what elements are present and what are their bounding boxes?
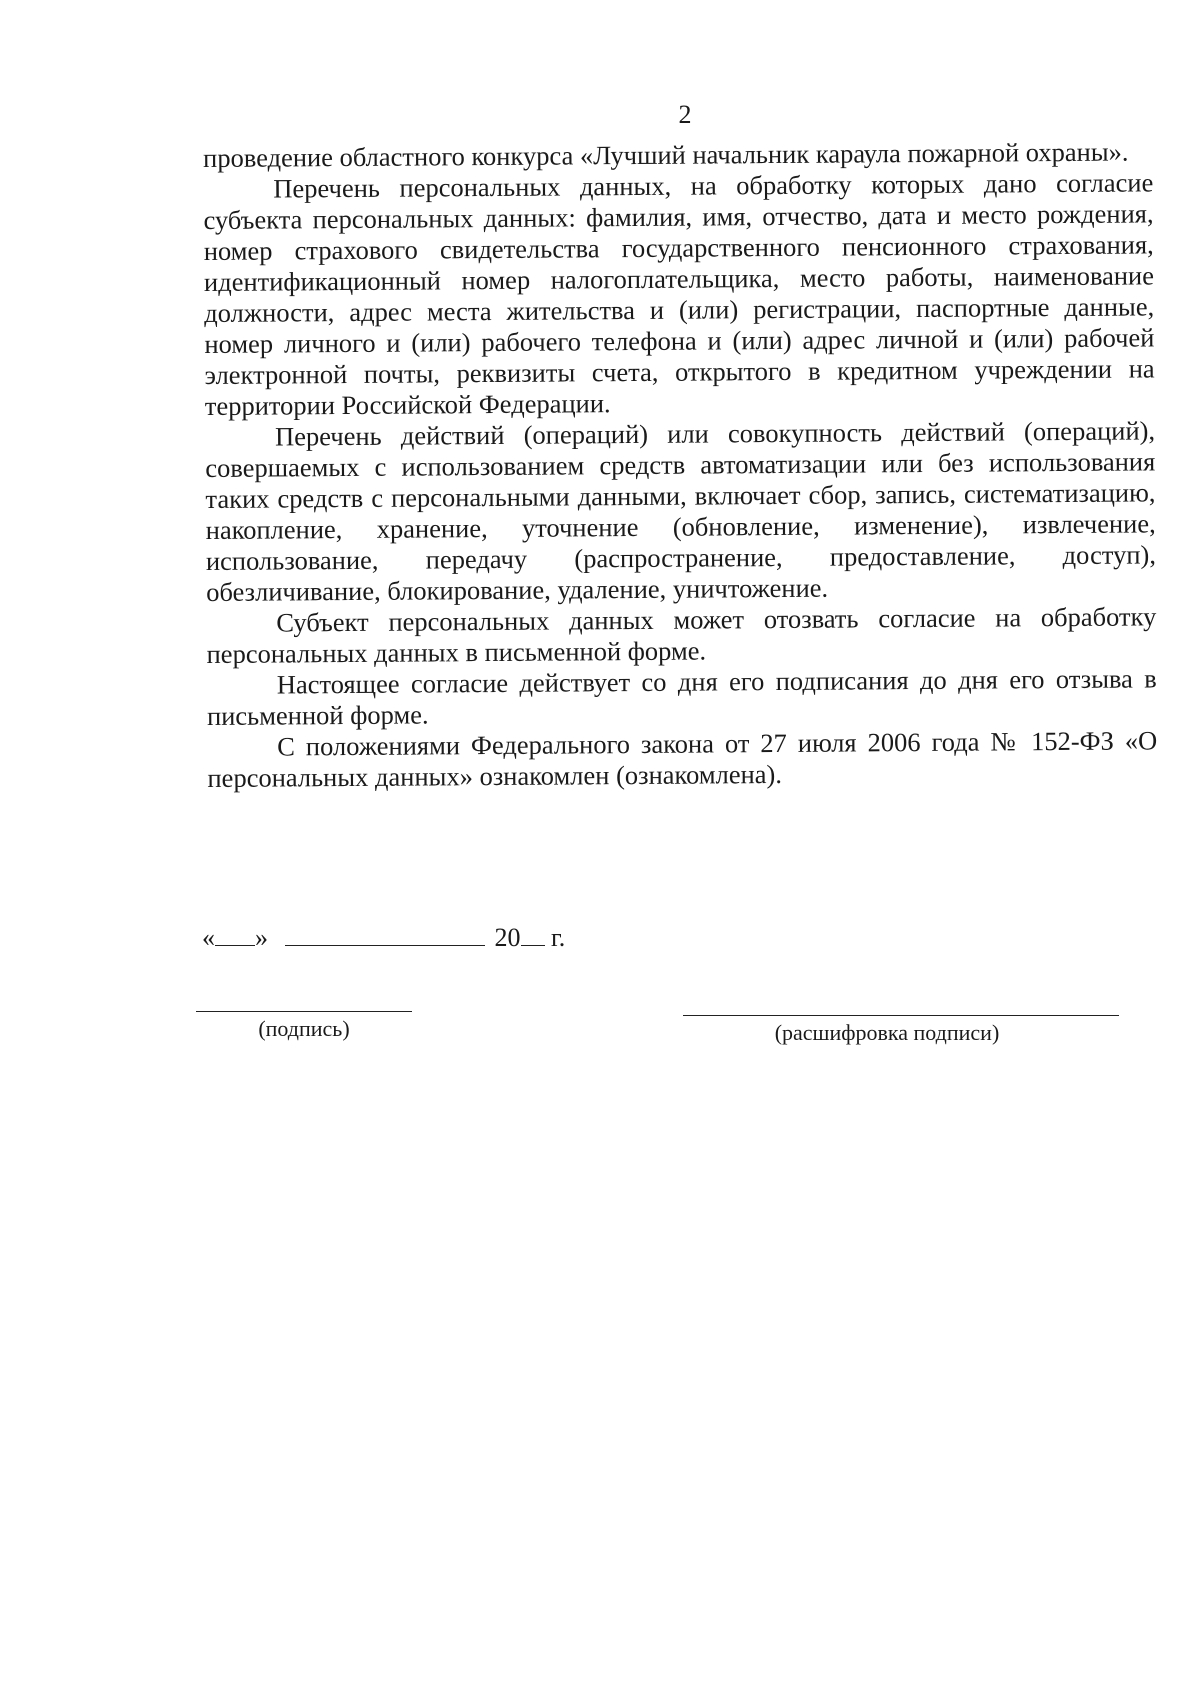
paragraph-operations-list: Перечень действий (операций) или совокупность действий (операций), совершаемых с использованием средств автоматизации или без использования таких средств с персональными данными, включает сбор, запись, систематизацию, накопление, хранение, уточнение (обновление, изменение), извлечение, использование, передачу (распространение, предоставление, доступ), обезличивание, блокирование, удаление, уничтожение. [205, 415, 1156, 607]
paragraph-contest: проведение областного конкурса «Лучший начальник караула пожарной охраны». [203, 136, 1129, 173]
date-close-quote: » [255, 923, 268, 952]
signature-block [196, 1011, 412, 1042]
signature-decoding-caption: (расшифровка подписи) [774, 1020, 1000, 1045]
signature-decoding-line[interactable] [683, 1015, 1119, 1016]
year-blank[interactable] [521, 921, 545, 946]
date-line [202, 921, 565, 953]
paragraph-personal-data-list: Перечень персональных данных, на обработку которых дано согласие субъекта персональных данных: фамилия, имя, отчество, дата и место рождения, номер страхового свидетельства государственного пенсионного страхования, идентификационный номер налогоплательщика, место работы, наименование должности, адрес места жительства и (или) регистрации, паспортные данные, номер личного и (или) рабочего телефона и (или) адрес личной и (или) рабочей электронной почты, реквизиты счета, открытого в кредитном учреждении на территории Российской Федерации. [203, 167, 1155, 421]
page-number: 2 [678, 100, 692, 129]
signature-caption: (подпись) [258, 1016, 350, 1041]
year-prefix: 20 [494, 923, 521, 952]
day-blank[interactable] [215, 921, 255, 946]
date-open-quote: « [202, 923, 215, 952]
signature-line[interactable] [196, 1011, 412, 1012]
month-blank[interactable] [285, 921, 485, 946]
paragraph-withdrawal: Субъект персональных данных может отозвать согласие на обработку персональных данных в письменной форме. [206, 601, 1157, 669]
paragraph-validity: Настоящее согласие действует со дня его подписания до дня его отзыва в письменной форме. [206, 663, 1157, 731]
year-suffix: г. [551, 923, 566, 952]
consent-body [203, 136, 1158, 794]
signature-decoding-block [683, 1015, 1119, 1046]
paragraph-law-acknowledgement: С положениями Федерального закона от 27 июля 2006 года № 152-ФЗ «О персональных данных» ознакомлен (ознакомлена). [207, 725, 1158, 793]
